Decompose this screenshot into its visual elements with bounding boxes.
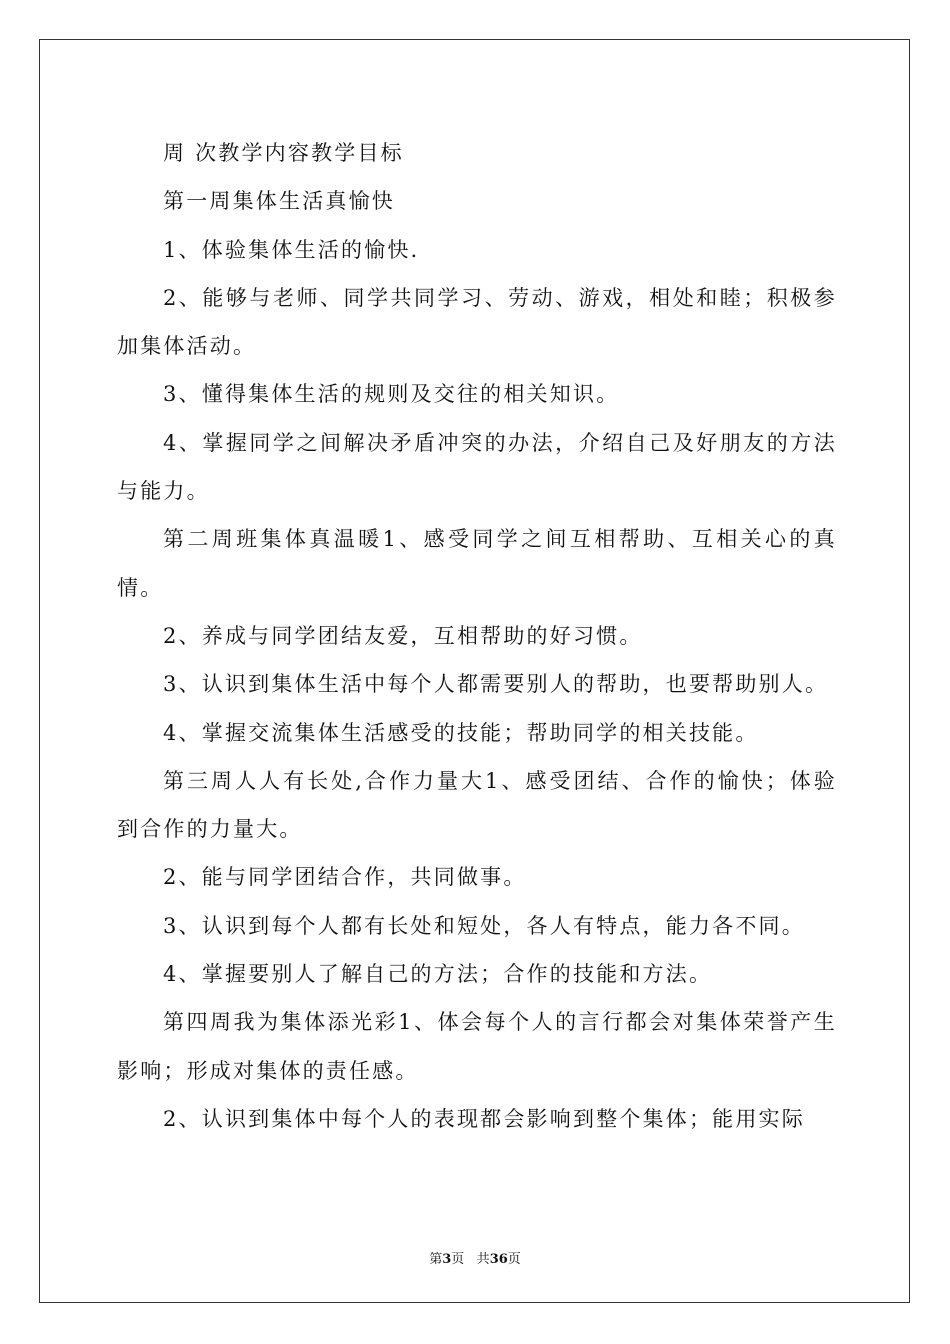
paragraph: 3、懂得集体生活的规则及交往的相关知识。 <box>163 382 620 407</box>
footer-prefix: 第 <box>429 1252 443 1267</box>
paragraph: 4、掌握同学之间解决矛盾冲突的办法，介绍自己及好朋友的方法与能力。 <box>117 430 837 504</box>
document-body <box>117 129 837 1143</box>
footer-page-suffix: 页 <box>451 1252 465 1267</box>
paragraph: 2、能够与老师、同学共同学习、劳动、游戏，相处和睦；积极参加集体活动。 <box>117 285 837 359</box>
paragraph: 周 次教学内容教学目标 <box>163 141 404 165</box>
paragraph: 3、认识到集体生活中每个人都需要别人的帮助，也要帮助别人。 <box>163 672 829 697</box>
paragraph: 2、养成与同学团结友爱，互相帮助的好习惯。 <box>163 623 643 648</box>
footer-total-prefix: 共 <box>476 1252 490 1267</box>
paragraph: 2、能与同学团结合作，共同做事。 <box>163 865 527 890</box>
page-number: 3 <box>442 1252 452 1267</box>
paragraph: 第四周我为集体添光彩1、体会每个人的言行都会对集体荣誉产生影响；形成对集体的责任感。 <box>117 1010 837 1083</box>
paragraph: 3、认识到每个人都有长处和短处，各人有特点，能力各不同。 <box>163 913 805 938</box>
paragraph: 第三周人人有长处,合作力量大1、感受团结、合作的愉快；体验到合作的力量大。 <box>117 768 837 842</box>
paragraph: 1、体验集体生活的愉快. <box>163 237 420 262</box>
paragraph: 2、认识到集体中每个人的表现都会影响到整个集体；能用实际 <box>163 1106 805 1131</box>
paragraph: 4、掌握要别人了解自己的方法；合作的技能和方法。 <box>163 962 713 987</box>
paragraph: 第一周集体生活真愉快 <box>163 189 395 214</box>
footer-total-suffix: 页 <box>507 1252 521 1267</box>
page-footer <box>0 1248 950 1267</box>
paragraph: 4、掌握交流集体生活感受的技能；帮助同学的相关技能。 <box>163 720 759 745</box>
total-pages: 36 <box>489 1252 508 1267</box>
paragraph: 第二周班集体真温暖1、感受同学之间互相帮助、互相关心的真情。 <box>117 527 837 600</box>
